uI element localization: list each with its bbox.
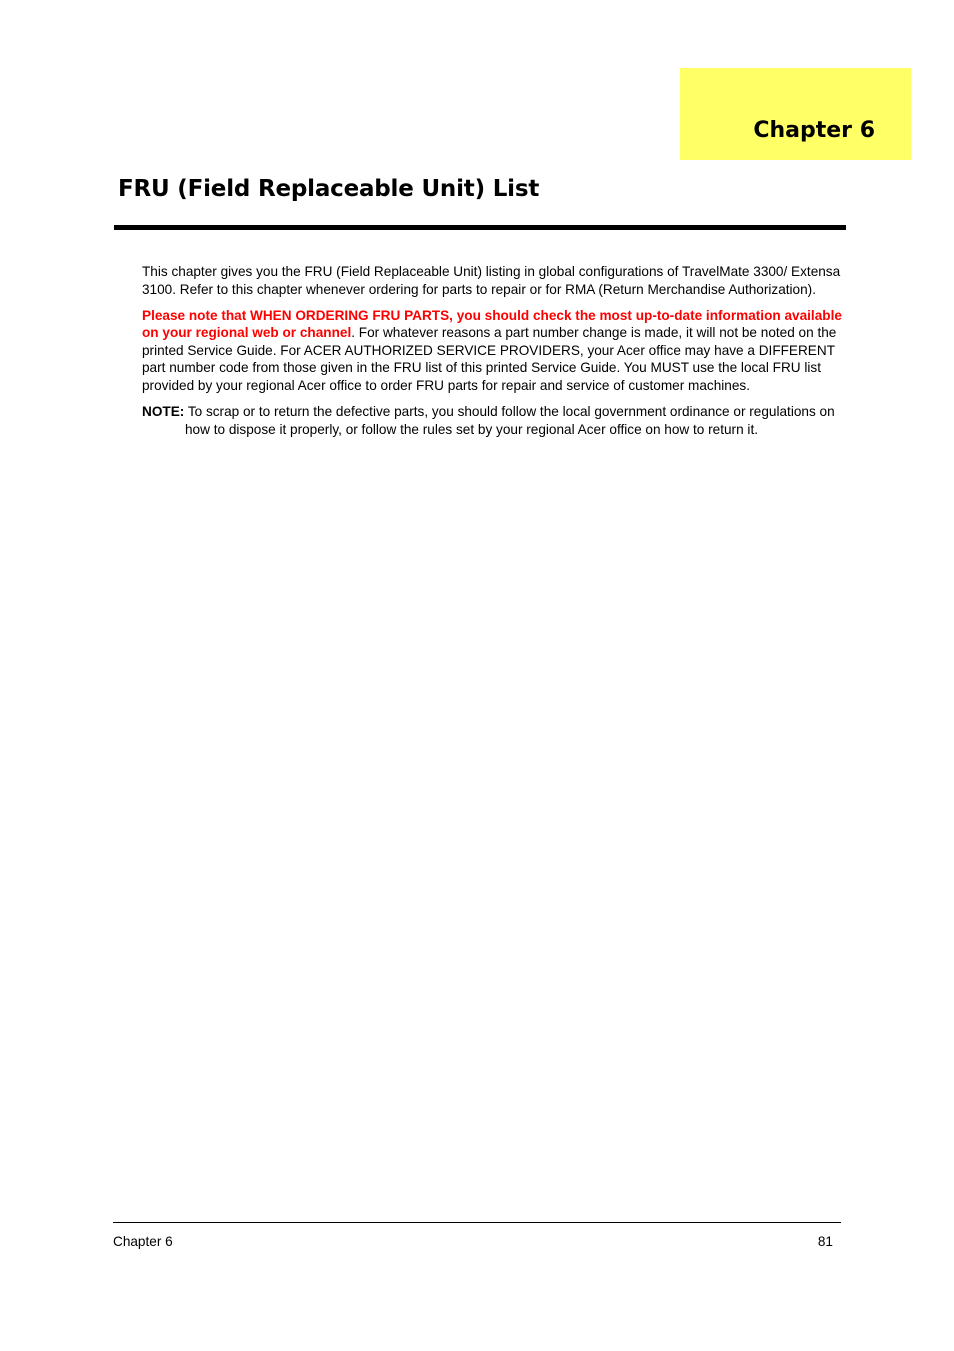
chapter-tab xyxy=(680,68,911,160)
warning-text: For whatever reasons a part number change is made, it will not be noted on the printed Service Guide. For ACER AUTHORIZED SERVICE PROVIDERS, your Acer office may have a DIFFERENT part number code from those given in the FRU list of this printed Service Guide. You MUST use the local FRU list provided by your regional Acer office to order FRU parts for repair and service of customer machines. xyxy=(142,325,837,394)
footer-divider xyxy=(113,1222,841,1223)
page-number: 81 xyxy=(817,1234,833,1249)
page-title: FRU (Field Replaceable Unit) List xyxy=(118,176,540,202)
footer-chapter: Chapter 6 xyxy=(113,1234,173,1249)
warning-paragraph xyxy=(142,307,842,395)
note-label: NOTE: xyxy=(142,404,185,420)
note-paragraph xyxy=(142,403,842,438)
warning-period: . xyxy=(351,325,356,341)
body-content xyxy=(142,263,842,447)
warning-highlight: Please note that WHEN ORDERING FRU PARTS, you should check the most up-to-date information available on your regional web or channel xyxy=(142,307,842,341)
title-divider xyxy=(114,225,846,230)
note-text: To scrap or to return the defective parts, you should follow the local government ordinance or regulations on how to dispose it properly, or follow the rules set by your regional Acer office on how to return it. xyxy=(184,404,835,437)
chapter-tab-label: Chapter 6 xyxy=(753,118,875,143)
intro-paragraph: This chapter gives you the FRU (Field Replaceable Unit) listing in global configurations of TravelMate 3300/ Extensa 3100. Refer to this chapter whenever ordering for parts to repair or for RMA (Return Merchandise Authorization). xyxy=(142,264,841,297)
